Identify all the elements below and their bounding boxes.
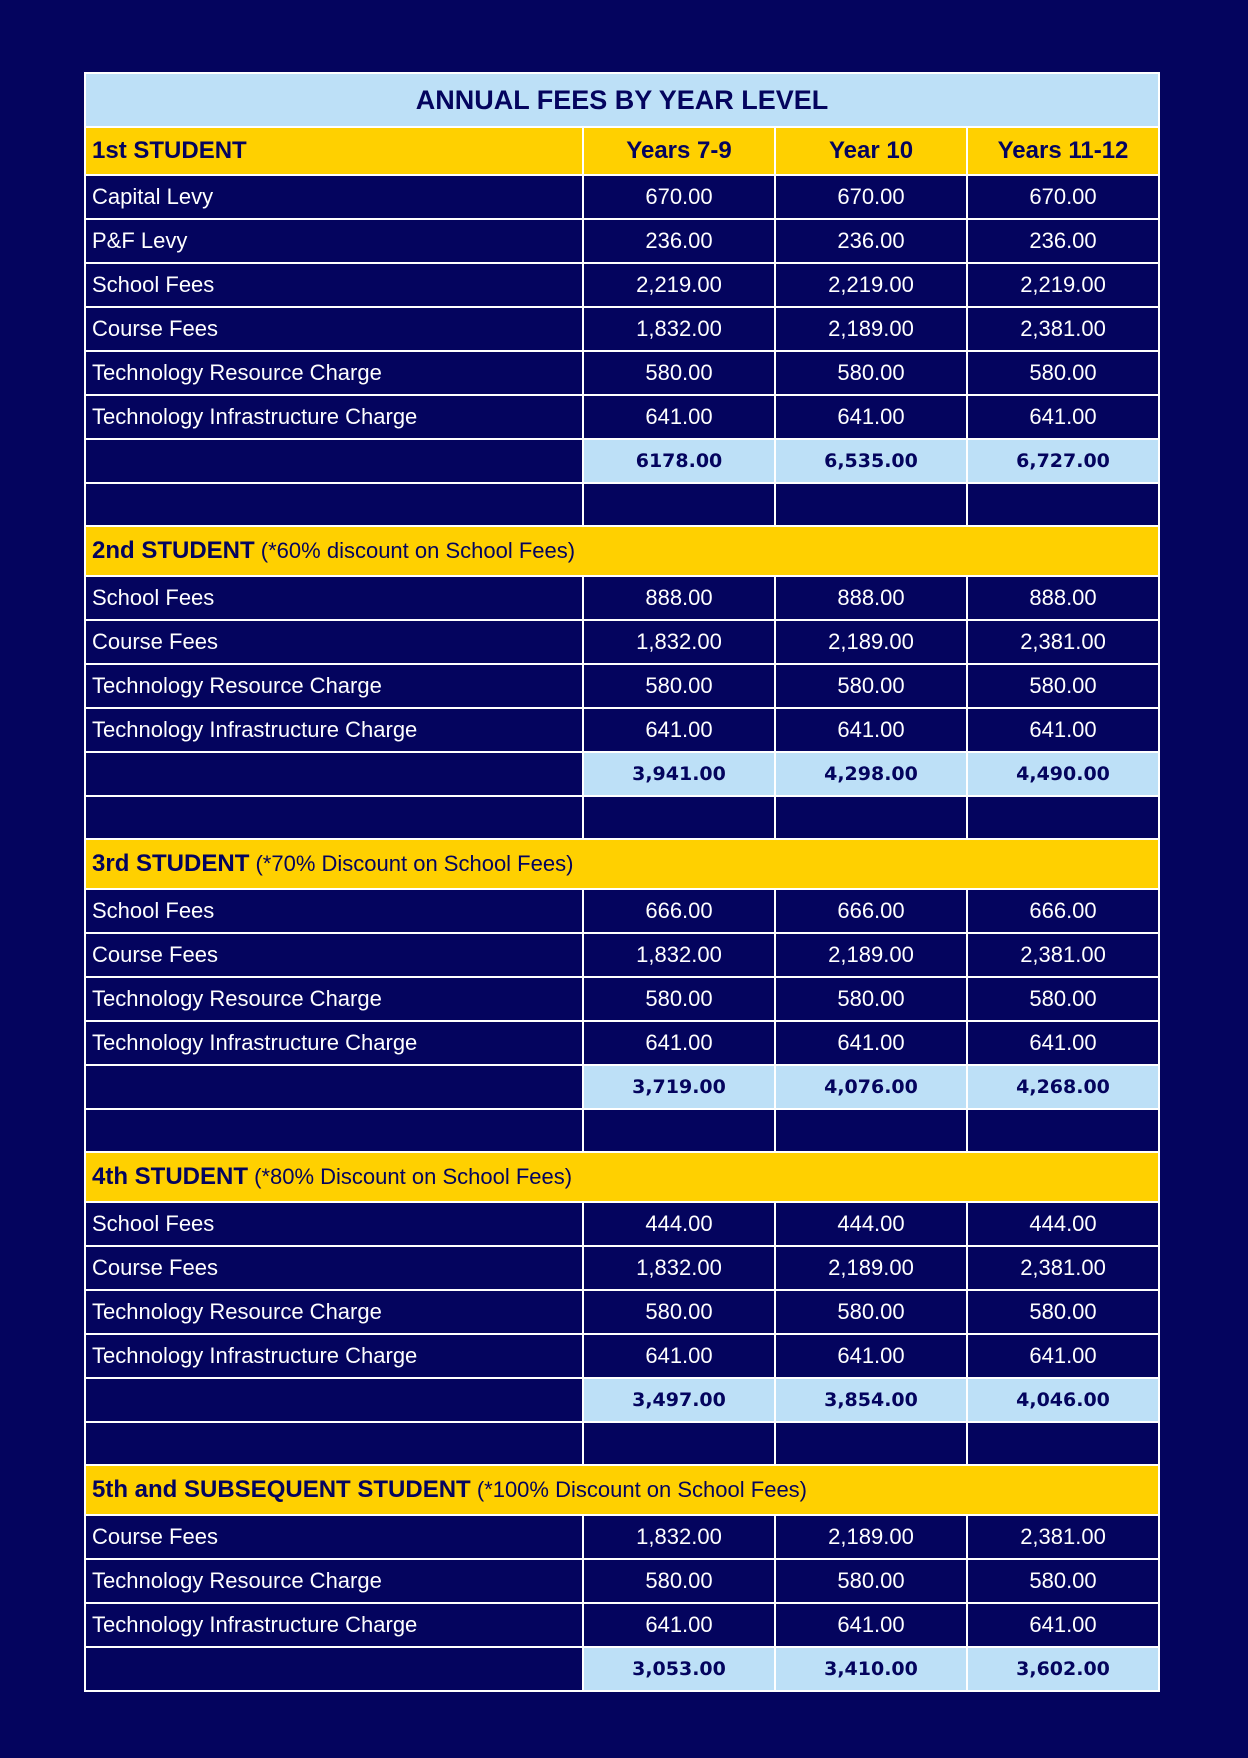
fee-amount: 580.00 [775,977,967,1021]
fee-amount: 666.00 [775,889,967,933]
fee-amount: 580.00 [967,977,1159,1021]
fee-amount: 580.00 [583,664,775,708]
fee-amount: 236.00 [967,219,1159,263]
fee-amount: 580.00 [967,664,1159,708]
spacer-row [85,1422,1159,1465]
section-header-row [85,1465,1159,1515]
total-amount: 3,497.00 [583,1378,775,1422]
fee-amount: 580.00 [775,1559,967,1603]
total-row [85,752,1159,796]
fee-amount: 2,189.00 [775,933,967,977]
fee-label: School Fees [85,1202,583,1246]
fee-amount: 444.00 [967,1202,1159,1246]
total-amount: 3,053.00 [583,1647,775,1691]
fee-label: Course Fees [85,933,583,977]
fee-amount: 641.00 [775,395,967,439]
fee-amount: 580.00 [967,1559,1159,1603]
fee-amount: 888.00 [583,576,775,620]
empty-cell [85,1422,583,1465]
fee-amount: 2,219.00 [967,263,1159,307]
fee-amount: 2,381.00 [967,1515,1159,1559]
fee-amount: 2,381.00 [967,620,1159,664]
table-row [85,351,1159,395]
section-discount-note: (*100% Discount on School Fees) [476,1477,807,1502]
table-row [85,1021,1159,1065]
fee-label: Course Fees [85,1246,583,1290]
fee-amount: 641.00 [967,1603,1159,1647]
fee-amount: 2,381.00 [967,307,1159,351]
fee-amount: 641.00 [967,395,1159,439]
fee-label: Capital Levy [85,175,583,219]
fee-amount: 666.00 [583,889,775,933]
empty-cell [85,1109,583,1152]
total-amount: 6,535.00 [775,439,967,483]
fee-label: School Fees [85,576,583,620]
total-amount: 4,490.00 [967,752,1159,796]
fee-amount: 580.00 [775,351,967,395]
section-header [85,1465,1159,1515]
total-row [85,439,1159,483]
fee-amount: 641.00 [775,1603,967,1647]
table-row [85,219,1159,263]
total-label-blank [85,1065,583,1109]
fee-amount: 1,832.00 [583,1515,775,1559]
fee-amount: 2,189.00 [775,1246,967,1290]
table-title: ANNUAL FEES BY YEAR LEVEL [85,73,1159,127]
fee-amount: 670.00 [775,175,967,219]
fee-amount: 641.00 [775,1021,967,1065]
spacer-row [85,796,1159,839]
fee-label: School Fees [85,263,583,307]
empty-cell [967,1109,1159,1152]
fee-label: Technology Resource Charge [85,1559,583,1603]
section-discount-note: (*70% Discount on School Fees) [255,851,574,876]
fee-amount: 641.00 [583,1021,775,1065]
table-row [85,664,1159,708]
table-row [85,307,1159,351]
fee-label: Course Fees [85,620,583,664]
table-row [85,175,1159,219]
table-row [85,395,1159,439]
total-amount: 6178.00 [583,439,775,483]
spacer-row [85,1109,1159,1152]
section-name: 1st STUDENT [85,127,583,175]
section-header [85,839,1159,889]
fee-amount: 236.00 [583,219,775,263]
total-row [85,1647,1159,1691]
fee-amount: 2,219.00 [583,263,775,307]
column-header: Years 11-12 [967,127,1159,175]
fee-label: Technology Resource Charge [85,351,583,395]
fee-label: Technology Resource Charge [85,977,583,1021]
total-label-blank [85,1647,583,1691]
total-label-blank [85,1378,583,1422]
table-title-row [85,73,1159,127]
total-amount: 6,727.00 [967,439,1159,483]
fee-label: P&F Levy [85,219,583,263]
spacer-row [85,483,1159,526]
table-row [85,1559,1159,1603]
fee-amount: 641.00 [583,708,775,752]
table-row [85,1334,1159,1378]
table-row [85,263,1159,307]
fee-amount: 641.00 [967,708,1159,752]
fee-amount: 580.00 [967,1290,1159,1334]
fee-amount: 1,832.00 [583,1246,775,1290]
fee-amount: 1,832.00 [583,307,775,351]
table-row [85,1515,1159,1559]
total-amount: 4,298.00 [775,752,967,796]
fee-amount: 641.00 [775,708,967,752]
empty-cell [775,1422,967,1465]
fee-amount: 888.00 [775,576,967,620]
fee-amount: 580.00 [583,977,775,1021]
fee-amount: 444.00 [775,1202,967,1246]
fee-amount: 670.00 [583,175,775,219]
column-header: Year 10 [775,127,967,175]
fee-amount: 888.00 [967,576,1159,620]
table-row [85,933,1159,977]
table-row [85,977,1159,1021]
section-header-row [85,526,1159,576]
section-header [85,526,1159,576]
fee-label: Technology Infrastructure Charge [85,395,583,439]
fee-amount: 1,832.00 [583,933,775,977]
fee-label: Technology Infrastructure Charge [85,1603,583,1647]
total-amount: 3,410.00 [775,1647,967,1691]
empty-cell [967,1422,1159,1465]
table-row [85,576,1159,620]
total-amount: 3,854.00 [775,1378,967,1422]
section-header [85,1152,1159,1202]
fee-amount: 1,832.00 [583,620,775,664]
table-row [85,1246,1159,1290]
fee-label: Technology Infrastructure Charge [85,1021,583,1065]
fee-label: School Fees [85,889,583,933]
total-amount: 3,602.00 [967,1647,1159,1691]
fee-amount: 580.00 [775,664,967,708]
empty-cell [583,483,775,526]
fee-amount: 580.00 [583,1290,775,1334]
total-label-blank [85,752,583,796]
fee-amount: 580.00 [967,351,1159,395]
table-row [85,1290,1159,1334]
fee-amount: 641.00 [775,1334,967,1378]
fee-label: Technology Resource Charge [85,664,583,708]
empty-cell [583,1422,775,1465]
table-row [85,889,1159,933]
empty-cell [85,483,583,526]
fee-amount: 641.00 [583,1603,775,1647]
fee-amount: 580.00 [583,1559,775,1603]
fee-amount: 2,381.00 [967,933,1159,977]
section-name: 3rd STUDENT [92,850,250,877]
table-row [85,1202,1159,1246]
fee-label: Course Fees [85,1515,583,1559]
fee-amount: 236.00 [775,219,967,263]
fee-amount: 641.00 [583,1334,775,1378]
fee-amount: 670.00 [967,175,1159,219]
empty-cell [775,483,967,526]
fee-amount: 641.00 [967,1021,1159,1065]
fee-amount: 444.00 [583,1202,775,1246]
section-discount-note: (*80% Discount on School Fees) [254,1164,573,1189]
total-label-blank [85,439,583,483]
section-discount-note: (*60% discount on School Fees) [260,538,576,563]
total-amount: 4,076.00 [775,1065,967,1109]
empty-cell [583,1109,775,1152]
fee-amount: 2,189.00 [775,307,967,351]
total-amount: 4,268.00 [967,1065,1159,1109]
fee-amount: 2,381.00 [967,1246,1159,1290]
total-amount: 3,719.00 [583,1065,775,1109]
column-header: Years 7-9 [583,127,775,175]
section-name: 5th and SUBSEQUENT STUDENT [92,1476,471,1503]
total-amount: 4,046.00 [967,1378,1159,1422]
fee-label: Course Fees [85,307,583,351]
empty-cell [583,796,775,839]
table-row [85,1603,1159,1647]
fee-amount: 580.00 [775,1290,967,1334]
fee-amount: 641.00 [967,1334,1159,1378]
total-amount: 3,941.00 [583,752,775,796]
total-row [85,1378,1159,1422]
fee-amount: 2,189.00 [775,620,967,664]
fee-label: Technology Infrastructure Charge [85,1334,583,1378]
section-header-row [85,1152,1159,1202]
fee-amount: 641.00 [583,395,775,439]
empty-cell [775,796,967,839]
empty-cell [85,796,583,839]
section-header-row [85,127,1159,175]
section-name: 2nd STUDENT [92,537,255,564]
table-row [85,708,1159,752]
section-name: 4th STUDENT [92,1163,248,1190]
table-row [85,620,1159,664]
empty-cell [967,483,1159,526]
section-header-row [85,839,1159,889]
fee-amount: 2,219.00 [775,263,967,307]
empty-cell [967,796,1159,839]
empty-cell [775,1109,967,1152]
fee-label: Technology Infrastructure Charge [85,708,583,752]
total-row [85,1065,1159,1109]
fee-amount: 666.00 [967,889,1159,933]
fee-amount: 2,189.00 [775,1515,967,1559]
annual-fees-table [84,72,1160,1692]
fee-amount: 580.00 [583,351,775,395]
fee-label: Technology Resource Charge [85,1290,583,1334]
